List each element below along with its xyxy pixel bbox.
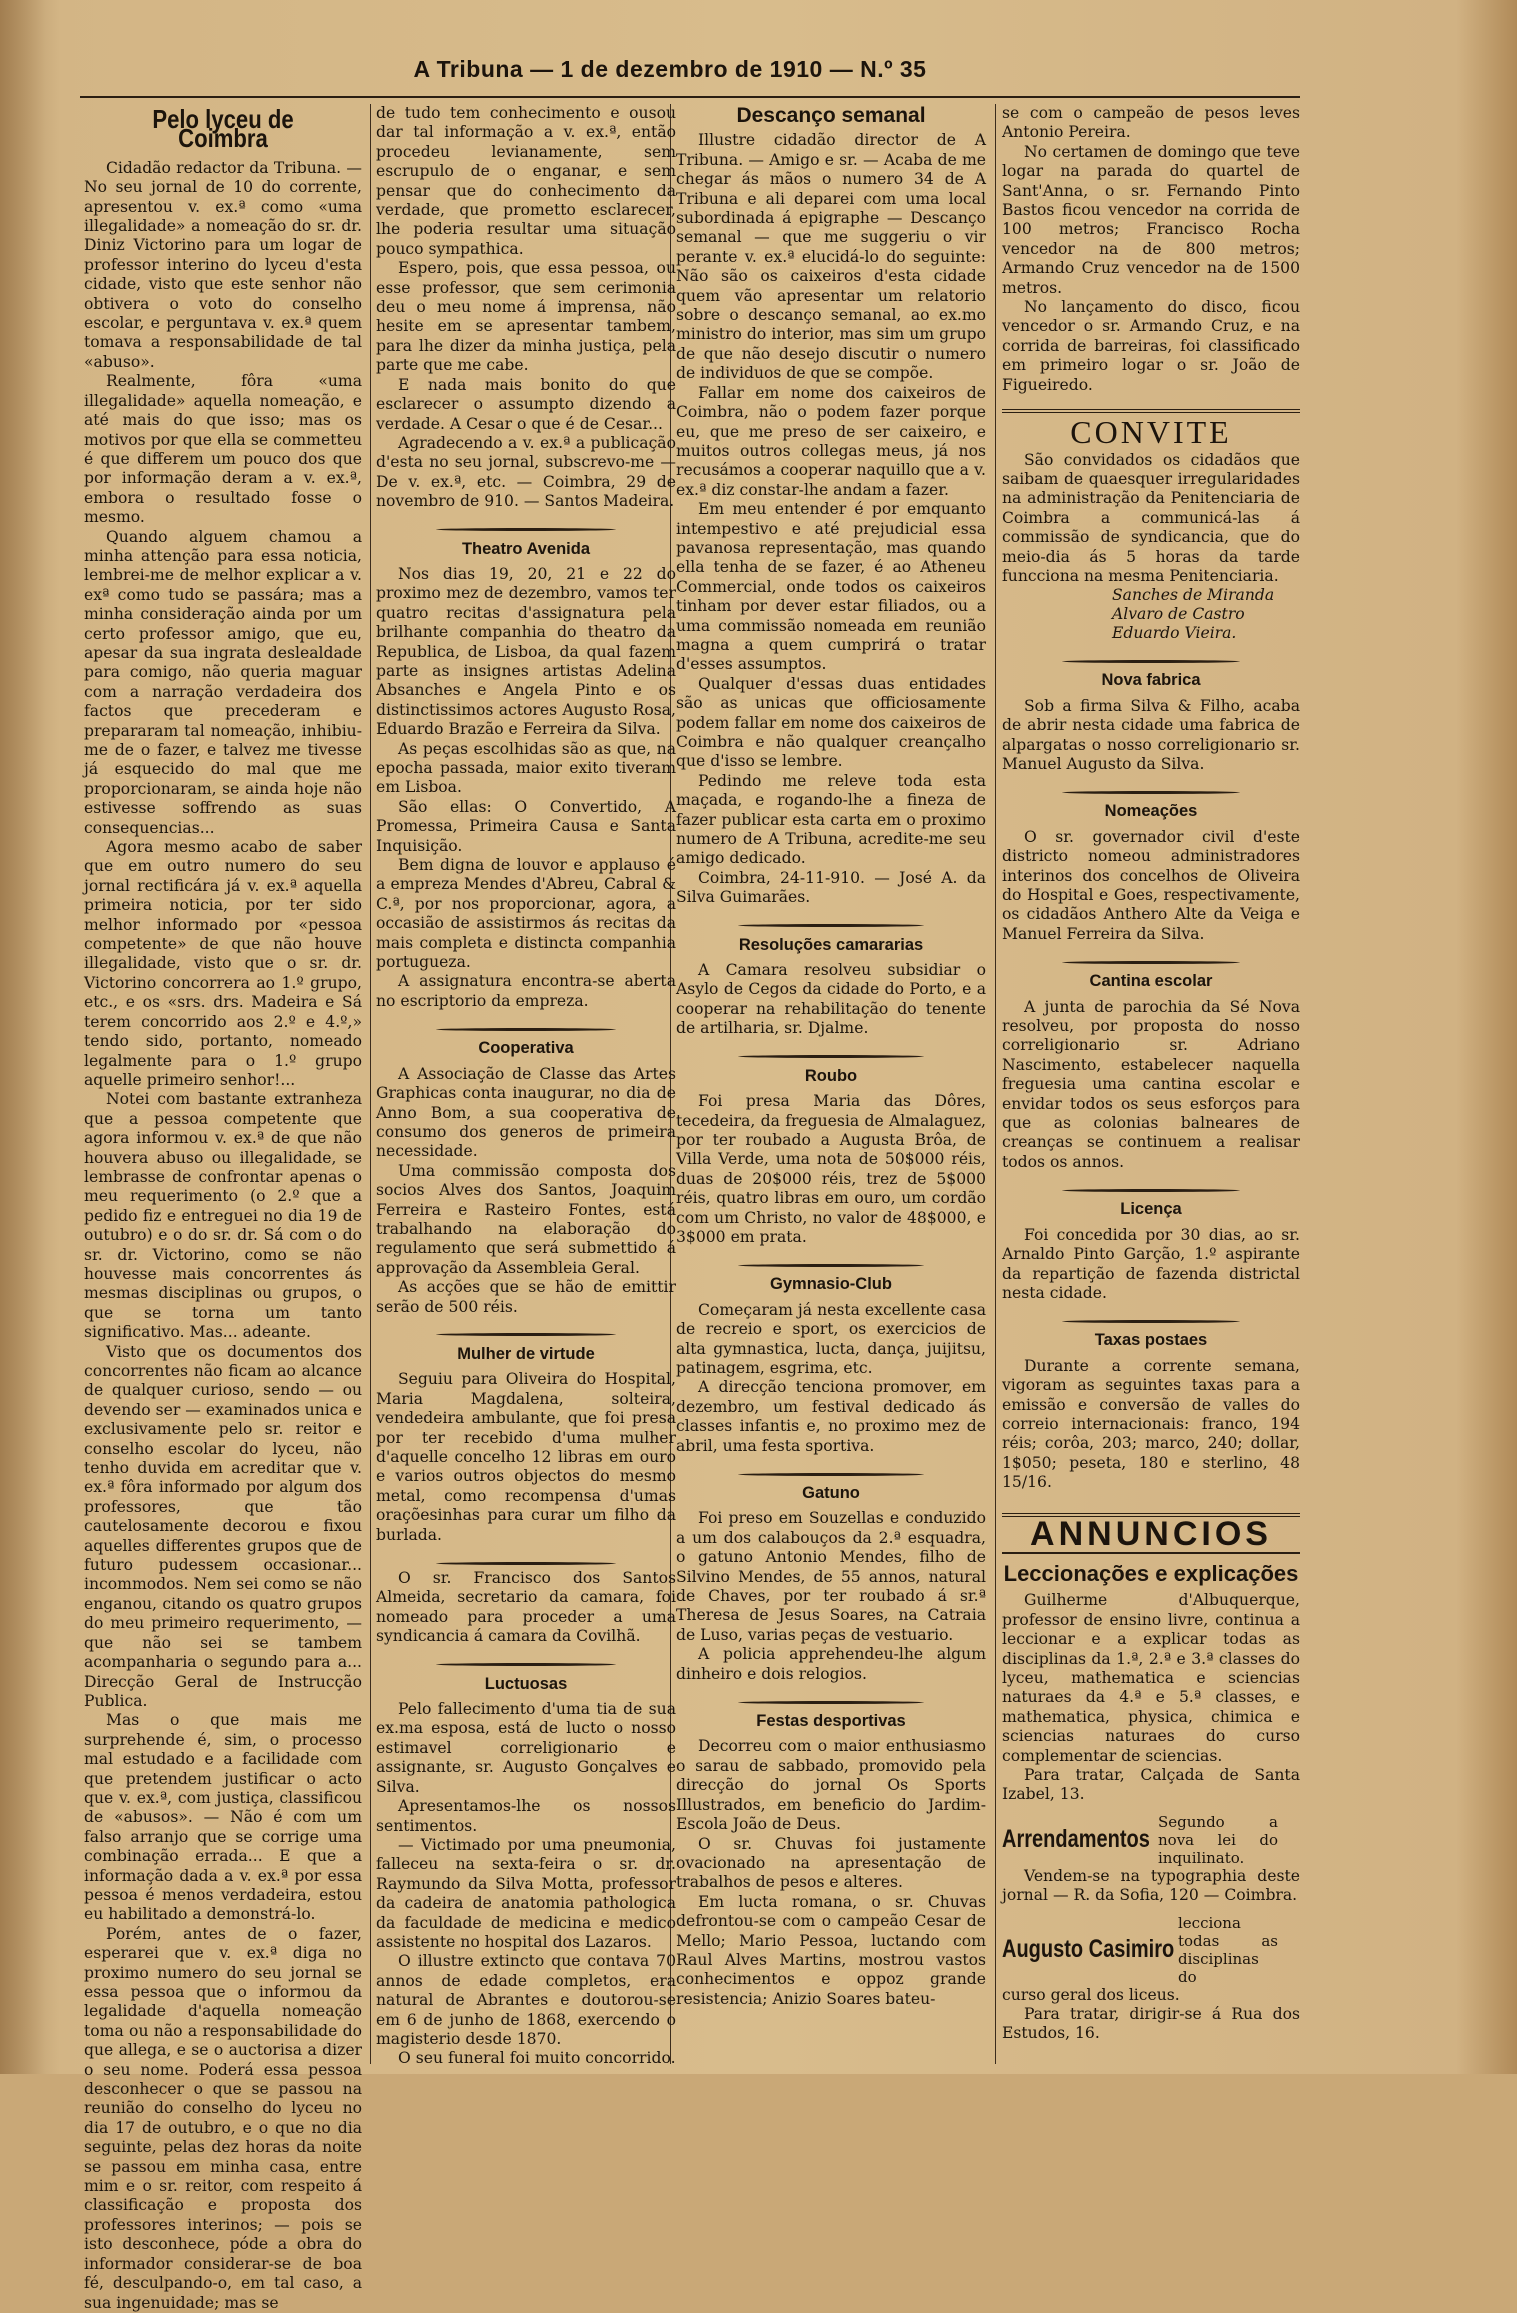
separator-ornament bbox=[376, 520, 676, 530]
ad-arrendamentos bbox=[1002, 1813, 1300, 1867]
separator-ornament bbox=[1002, 1311, 1300, 1321]
separator-ornament bbox=[376, 1325, 676, 1335]
section-title: Roubo bbox=[804, 1066, 858, 1085]
paragraph: Pelo fallecimento d'uma tia de sua ex.ma esposa, está de lucto o nosso estimavel correligionario e assignante, sr. Augusto Gonçalves e Silva. bbox=[376, 1700, 676, 1796]
paragraph: Illustre cidadão director de A Tribuna. — Amigo e sr. — Acaba de me chegar ás mãos o numero 34 de A Tribuna e ali deparei com uma local subordinada á epigraphe — Descanço semanal — que me suggeriu o vir perante v. ex.ª elucidá-lo do seguinte: Não são os caixeiros d'esta cidade quem vão apresentar um relatorio sobre o descanço semanal, ao ex.mo ministro do interior, mas sim um grupo de que não desejo discutir o numero de individuos de que se compõe. bbox=[676, 131, 986, 383]
section-title: Festas desportivas bbox=[756, 1712, 906, 1731]
paragraph: Foi presa Maria das Dôres, tecedeira, da freguesia de Almalaguez, por ter roubado a Augusta Brôa, de Villa Verde, uma nota de 50$000 réis, duas de 20$000 réis, trez de 5$000 réis, quatro libras em ouro, um cordão com um Christo, no valor de 48$000, e 3$000 em prata. bbox=[676, 1092, 986, 1246]
section-title: Mulher de virtude bbox=[457, 1344, 595, 1363]
separator-ornament bbox=[676, 1692, 986, 1702]
paragraph: No lançamento do disco, ficou vencedor o sr. Armando Cruz, e na corrida de barreiras, foi classificado em primeiro logar o sr. João de Figueiredo. bbox=[1002, 298, 1300, 394]
paragraph: A policia apprehendeu-lhe algum dinheiro e dois relogios. bbox=[676, 1645, 986, 1683]
signature: Alvaro de Castro bbox=[1112, 605, 1245, 624]
section-title: Resoluções camararias bbox=[738, 935, 924, 954]
section-title: Descanço semanal bbox=[736, 104, 926, 127]
paragraph: As peças escolhidas são as que, na epocha passada, maior exito tiveram em Lisboa. bbox=[376, 739, 676, 797]
paragraph: A Camara resolveu subsidiar o Asylo de Cegos da cidade do Porto, e a cooperar na rehabilitação do tenente de artilharia, sr. Djalme. bbox=[676, 961, 986, 1038]
paragraph: Decorreu com o maior enthusiasmo o sarau de sabbado, promovido pela direcção do jornal Os Sports Illustrados, em beneficio do Jardim-Escola João de Deus. bbox=[676, 1737, 986, 1834]
paragraph: Em meu entender é por emquanto intempestivo e até prejudicial essa pavanosa representação, mas quando ella tenha de se fazer, é ao Atheneu Commercial, onde todos os caixeiros tinham por dever estar filiados, ou a uma commissão nomeada em reunião magna a quem cumprirá o tratar d'esses assumptos. bbox=[676, 500, 986, 674]
column-1 bbox=[84, 104, 362, 2312]
paragraph: se com o campeão de pesos leves Antonio Pereira. bbox=[1002, 104, 1300, 142]
signature: Eduardo Vieira. bbox=[1112, 624, 1237, 643]
paragraph: O sr. Francisco dos Santos Almeida, secretario da camara, foi nomeado para proceder a uma syndicancia á camara da Covilhã. bbox=[376, 1569, 676, 1646]
paragraph: Seguiu para Oliveira do Hospital, Maria Magdalena, solteira, vendedeira ambulante, que foi presa por ter recebido d'uma mulher d'aquelle concelho 12 libras em ouro e varios outros objectos do mesmo metal, como recompensa d'umas oraçõesinhas para curar um filho da burlada. bbox=[376, 1370, 676, 1544]
paragraph: Vendem-se na typographia deste jornal — R. da Sofia, 120 — Coimbra. bbox=[1002, 1866, 1300, 1905]
paragraph: A junta de parochia da Sé Nova resolveu, por proposta do nosso correligionario sr. Adriano Nascimento, estabelecer naquella freguesia uma cantina escolar e envidar todos os seus esforços para que as colonias balneares de creanças se continuem a realisar todos os annos. bbox=[1002, 997, 1300, 1171]
paragraph: Agradecendo a v. ex.ª a publicação d'esta no seu jornal, subscrevo-me — De v. ex.ª, etc. — Coimbra, 29 de novembro de 910. — Santos Madeira. bbox=[376, 433, 676, 511]
column-divider bbox=[995, 104, 996, 2064]
page-edge-shadow bbox=[0, 0, 60, 2074]
paragraph: A Associação de Classe das Artes Graphicas conta inaugurar, no dia de Anno Bom, a sua cooperativa de consumo dos generos de primeira necessidade. bbox=[376, 1064, 676, 1161]
paragraph: Foi concedida por 30 dias, ao sr. Arnaldo Pinto Garção, 1.º aspirante da repartição de fazenda districtal nesta cidade. bbox=[1002, 1225, 1300, 1302]
section-title: Licença bbox=[1120, 1200, 1182, 1219]
separator-ornament bbox=[1002, 782, 1300, 792]
masthead: A Tribuna — 1 de dezembro de 1910 — N.º 35 bbox=[413, 56, 927, 82]
top-rule bbox=[80, 96, 1300, 98]
paragraph: Para tratar, Calçada de Santa Izabel, 13. bbox=[1002, 1766, 1300, 1804]
paragraph: Qualquer d'essas duas entidades são as unicas que officiosamente podem fallar em nome dos caixeiros de Coimbra e não qualquer creançalho que d'isso se lembre. bbox=[676, 674, 986, 771]
paragraph: Quando alguem chamou a minha attenção para essa noticia, lembrei-me de melhor explicar a v. exª como tudo se passára; mas a minha consideração ainda por um certo professor amigo, que eu, apesar da sua ingrata deslealdade para comigo, não queria maguar com a narração verdadeira dos factos que precederam e prepararam tal nomeação, inhibiu-me de o fazer, e talvez me tivesse já esquecido do mal que me proporcionaram, se ainda hoje não estivesse soffrendo as suas consequencias... bbox=[84, 527, 362, 837]
section-title: Nova fabrica bbox=[1101, 671, 1201, 690]
separator-ornament bbox=[376, 1019, 676, 1029]
ad-title: Augusto Casimiro bbox=[1002, 1934, 1175, 1963]
annuncios-heading: ANNUNCIOS bbox=[1002, 1513, 1300, 1554]
paragraph: Guilherme d'Albuquerque, professor de ensino livre, continua a leccionar e a explicar todas as disciplinas da 1.ª, 2.ª e 3.ª classes do lyceu, mathematica e sciencias naturaes da 4.ª e 5.ª classes, e mathematica, physica, chimica e sciencias naturaes do curso complementar de sciencias. bbox=[1002, 1591, 1300, 1765]
paragraph: O seu funeral foi muito concorrido. bbox=[398, 2049, 676, 2068]
section-title: Taxas postaes bbox=[1094, 1331, 1208, 1350]
paragraph: Bem digna de louvor e applauso é a empreza Mendes d'Abreu, Cabral & C.ª, por nos proporcionar, agora, a occasião de assistirmos ás recitas da mais completa e distincta companhia portugueza. bbox=[376, 856, 676, 972]
paragraph: Apresentamos-lhe os nossos sentimentos. bbox=[376, 1797, 676, 1835]
paragraph: As acções que se hão de emittir serão de 500 réis. bbox=[376, 1278, 676, 1316]
paragraph: Uma commissão composta dos socios Alves dos Santos, Joaquim Ferreira e Rasteiro Fontes, está trabalhando na elaboração do regulamento que será submettido á approvação da Assembleia Geral. bbox=[376, 1161, 676, 1277]
paragraph: Começaram já nesta excellente casa de recreio e sport, os exercicios de alta gymnastica, lucta, dança, juijitsu, patinagem, esgrima, etc. bbox=[676, 1300, 986, 1377]
paragraph: Em lucta romana, o sr. Chuvas defrontou-se com o campeão Cesar de Mello; Mario Pessoa, luctando com Raul Alves Martins, mostrou vastos conhecimentos e oppoz grande resistencia; Anizio Soares bateu- bbox=[676, 1892, 986, 2008]
paragraph: A assignatura encontra-se aberta no escriptorio da empreza. bbox=[376, 972, 676, 1010]
separator-ornament bbox=[376, 1655, 676, 1665]
column-3 bbox=[676, 104, 986, 2054]
ad-subtitle: Segundo a nova lei do inquilinato. bbox=[1158, 1812, 1278, 1867]
paragraph: Agora mesmo acabo de saber que em outro numero do seu jornal rectificára já v. ex.ª aquella primeira noticia, por ter sido melhor informado por «pessoa competente» de que não houve illegalidade, visto que o sr. dr. Victorino concorrera ao 1.º grupo, etc., e os «srs. drs. Madeira e Sá terem concorrido aos 2.º e 4.º,» tendo sido, portanto, nomeado legalmente para o 1.º grupo aquelle primeiro senhor!... bbox=[84, 838, 362, 1089]
paragraph: Nos dias 19, 20, 21 e 22 do proximo mez de dezembro, vamos ter quatro recitas d'assignatura pela brilhante companhia do theatro da Republica, de Lisboa, da qual fazem parte as insignes artistas Adelina Absanches e Angela Pinto e os distinctissimos actores Augusto Rosa, Eduardo Brazão e Ferreira da Silva. bbox=[376, 564, 676, 739]
ad-title: Arrendamentos bbox=[1002, 1825, 1150, 1854]
paragraph: Mas o que mais me surprehende é, sim, o processo mal estudado e a facilidade com que pretendem justificar o acto que v. ex.ª, com justiça, classificou de «abusos». — Não é com um falso arranjo que se corrige uma combinação errada... E que a informação dada a v. ex.ª por essa pessoa é menos verdadeira, estou eu habilitado a demonstrá-lo. bbox=[84, 1711, 362, 1924]
article-title: Pelo lyceu de Coimbra bbox=[152, 104, 294, 154]
separator-ornament bbox=[1002, 1180, 1300, 1190]
paragraph: — Victimado por uma pneumonia, falleceu na sexta-feira o sr. dr. Raymundo da Silva Motta, professor da cadeira de anatomia pathologica da faculdade de medicina e medico assistente no hospital dos Lazaros. bbox=[376, 1835, 676, 1951]
separator-ornament bbox=[676, 1047, 986, 1057]
paragraph: O illustre extincto que contava 70 annos de edade completos, era natural de Abrantes e doutorou-se em 6 de junho de 1868, exercendo o magisterio desde 1870. bbox=[376, 1952, 676, 2048]
paragraph: Coimbra, 24-11-910. — José A. da Silva Guimarães. bbox=[676, 868, 986, 907]
paragraph: Porém, antes de o fazer, esperarei que v. ex.ª diga no proximo numero do seu jornal se essa pessoa que o informou da legalidade d'aquella nomeação toma ou não a responsabilidade do que allega, e se o auctorisa a dizer o seu nome. Poderá essa pessoa desconhecer o que se passou na reunião do conselho do lyceu no dia 17 de outubro, e o que no dia seguinte, pelas dez horas da noite se passou em minha casa, entre mim e o sr. reitor, com respeito á classificação e proposta dos professores interinos; — pois se isto desconhece, póde a obra do informador considerar-se de boa fé, desculpando-o, em tal caso, a sua ingenuidade; mas se bbox=[84, 1924, 362, 2312]
separator-ornament bbox=[1002, 952, 1300, 962]
section-title: Theatro Avenida bbox=[461, 539, 591, 558]
separator-ornament bbox=[676, 916, 986, 926]
ad-title: Leccionações e explicações bbox=[1003, 1560, 1299, 1586]
section-title: Gymnasio-Club bbox=[770, 1275, 892, 1294]
convite-heading: CONVITE bbox=[1002, 409, 1300, 442]
column-2 bbox=[376, 104, 676, 2068]
paragraph: São convidados os cidadãos que saibam de quaesquer irregularidades na administração da Penitenciaria de Coimbra a communicá-las á commissão de syndicancia, que do meio-dia ás 5 horas da tarde funcciona na mesma Penitenciaria. bbox=[1002, 450, 1300, 585]
paragraph: Visto que os documentos dos concorrentes não ficam ao alcance de qualquer curioso, sendo — ou devendo ser — examinados unica e exclusivamente pelo sr. reitor e conselho escolar do lyceu, não tenho duvida em acreditar que v. ex.ª fôra informado por algum dos professores, que tão cautelosamente decorou e fixou aquelles differentes grupos que de futuro pudessem occasionar... incommodos. Nem sei como se não enganou, citando os quatro grupos do meu primeiro requerimento, — que não sei se tambem acompanharia o segundo para a... Direcção Geral de Instrucção Publica. bbox=[84, 1342, 362, 1710]
paragraph: E nada mais bonito do que esclarecer o assumpto dizendo a verdade. A Cesar o que é de Cesar... bbox=[376, 375, 676, 433]
section-title: Cooperativa bbox=[478, 1039, 574, 1058]
paragraph: Sob a firma Silva & Filho, acaba de abrir nesta cidade uma fabrica de alpargatas o nosso correligionario sr. Manuel Augusto da Silva. bbox=[1002, 696, 1300, 773]
paragraph: Realmente, fôra «uma illegalidade» aquella nomeação, e até mais do que isso; mas os motivos por que ella se commetteu é que differem um pouco dos que por informação deram a v. ex.ª, embora o resultado fosse o mesmo. bbox=[84, 372, 362, 527]
paragraph: Espero, pois, que essa pessoa, ou esse professor, que sem cerimonia deu o meu nome á imprensa, não hesite em se apresentar tambem, para lhe dizer da minha justiça, pela parte que me cabe. bbox=[376, 259, 676, 375]
paragraph: São ellas: O Convertido, A Promessa, Primeira Causa e Santa Inquisição. bbox=[376, 797, 676, 855]
paragraph: Pedindo me releve toda esta maçada, e rogando-lhe a fineza de fazer publicar esta carta em o proximo numero de A Tribuna, acredite-me seu amigo dedicado. bbox=[676, 771, 986, 868]
paragraph: O sr. Chuvas foi justamente ovacionado na apresentação de trabalhos de pesos e alteres. bbox=[676, 1834, 986, 1892]
section-title: Gatuno bbox=[802, 1484, 860, 1502]
paragraph: Cidadão redactor da Tribuna. — No seu jornal de 10 do corrente, apresentou v. ex.ª como «uma illegalidade» a nomeação do sr. dr. Diniz Victorino para um logar de professor interino do lyceu d'esta cidade, visto que este senhor não obtivera o voto do conselho escolar, e perguntava v. ex.ª quem tomava a responsabilidade de tal «abuso». bbox=[84, 158, 362, 371]
paragraph: A direcção tenciona promover, em dezembro, um festival dedicado ás classes infantis e, no proximo mez de abril, uma festa sportiva. bbox=[676, 1378, 986, 1455]
paragraph: Durante a corrente semana, vigoram as seguintes taxas para a emissão e conversão de valles do correio internacionais: franco, 194 réis; corôa, 203; marco, 240; dollar, 1$050; peseta, 180 e sterlino, 48 15/16. bbox=[1002, 1356, 1300, 1492]
paragraph: de tudo tem conhecimento e ousou dar tal informação a v. ex.ª, então procedeu levianamente, sem escrupulo de o enganar, e sem pensar que do conhecimento da verdade, que prometto esclarecer, lhe poderia resultar uma situação pouco sympathica. bbox=[376, 104, 676, 258]
separator-ornament bbox=[1002, 651, 1300, 661]
section-title: Cantina escolar bbox=[1089, 972, 1213, 991]
column-divider bbox=[370, 104, 371, 2064]
separator-ornament bbox=[676, 1464, 986, 1474]
signatures bbox=[1002, 586, 1300, 643]
section-title: Luctuosas bbox=[484, 1674, 568, 1693]
paragraph: Fallar em nome dos caixeiros de Coimbra, não o podem fazer porque eu, que me preso de ser caixeiro, e muitos outros collegas meus, já nos recusámos a cooperar naquillo que a v. ex.ª diz constar-lhe andam a fazer. bbox=[676, 383, 986, 499]
paragraph: No certamen de domingo que teve logar na parada do quartel de Sant'Anna, o sr. Fernando Pinto Bastos ficou vencedor na corrida de 100 metros; Francisco Rocha vencedor na de 800 metros; Armando Cruz vencedor na de 1500 metros. bbox=[1002, 142, 1300, 297]
paragraph: Foi preso em Souzellas e conduzido a um dos calabouços da 2.ª esquadra, o gatuno Antonio Mendes, filho de Silvino Mendes, de 55 annos, natural de Chaves, por ter roubado á sr.ª Theresa de Jesus Soares, na Catraia de Luso, varias peças de vestuario. bbox=[676, 1509, 986, 1644]
ad-subtitle: lecciona todas as disciplinas do bbox=[1178, 1913, 1278, 1986]
paragraph: curso geral dos liceus. bbox=[1002, 1985, 1180, 2004]
paragraph: Notei com bastante extranheza que a pessoa competente que agora informou v. ex.ª de que não houvera abuso ou illegalidade, se lembrasse de confrontar apenas o meu requerimento (o 2.º que a pedido fiz e entreguei no dia 19 de outubro) e o do sr. dr. Sá com o do sr. dr. Victorino, como se não houvesse mais concorrentes ás mesmas disciplinas ou grupos, o que se torna um tanto significativo. Mas... adeante. bbox=[84, 1090, 362, 1342]
signature: Sanches de Miranda bbox=[1112, 586, 1275, 605]
section-title: Nomeações bbox=[1104, 802, 1198, 821]
ad-augusto-casimiro bbox=[1002, 1914, 1300, 1986]
paragraph: O sr. governador civil d'este districto nomeou administradores interinos dos concelhos de Oliveira do Hospital e Goes, respectivamente, os cidadãos Anthero Alte da Veiga e Manuel Ferreira da Silva. bbox=[1002, 827, 1300, 943]
paragraph: Para tratar, dirigir-se á Rua dos Estudos, 16. bbox=[1002, 2005, 1300, 2043]
column-4 bbox=[1002, 104, 1300, 2054]
separator-ornament bbox=[376, 1553, 676, 1563]
separator-ornament bbox=[676, 1255, 986, 1265]
